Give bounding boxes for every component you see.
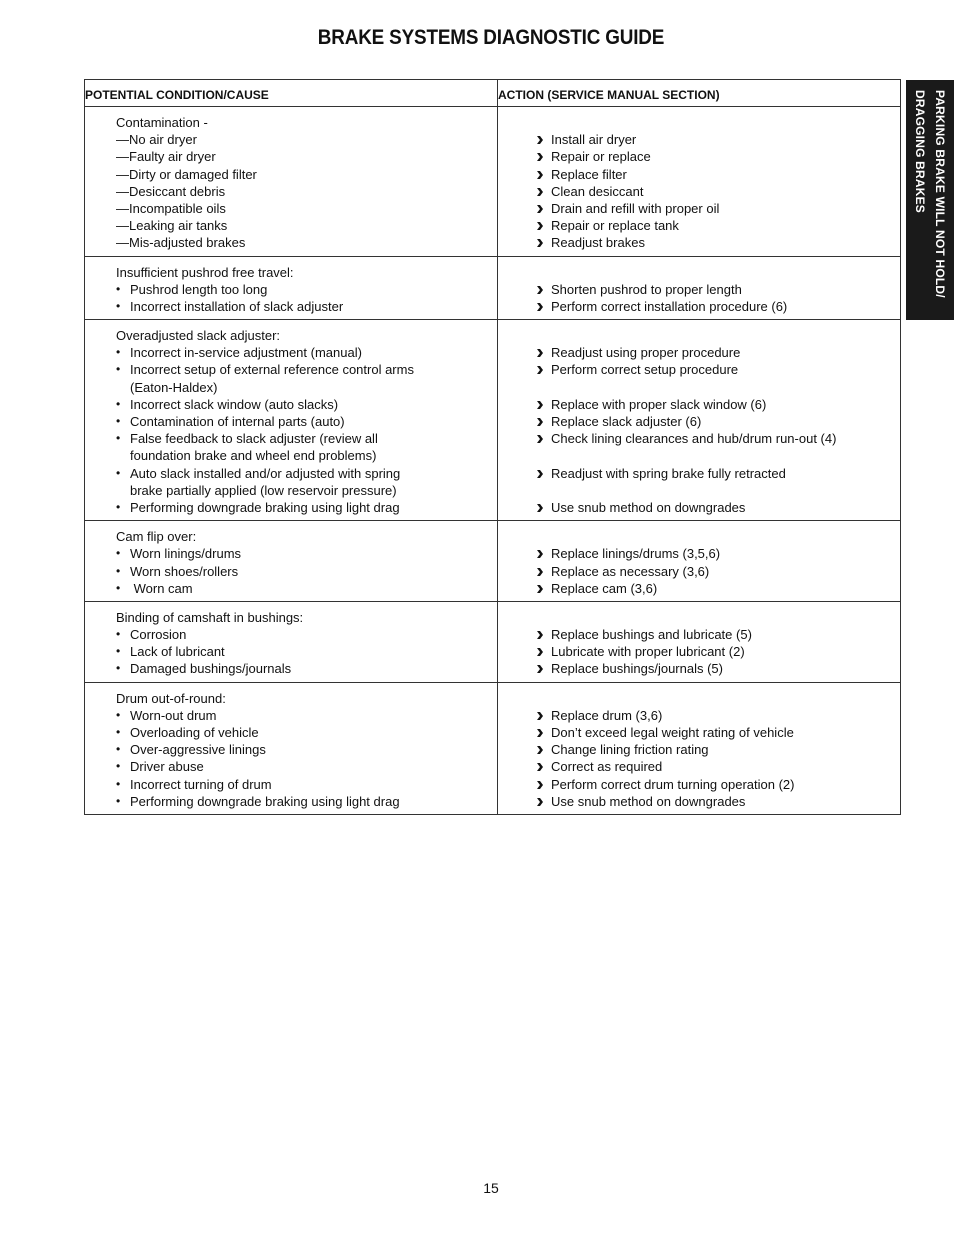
cause-item-text: Damaged bushings/journals [130,661,292,677]
action-item-text: Correct as required [551,759,663,775]
bullet-icon: • [116,707,121,722]
cause-item-text: Incorrect setup of external reference control arms [130,362,414,378]
action-item-text: Use snub method on downgrades [551,793,746,809]
action-item-text: Lubricate with proper lubricant (2) [551,644,745,660]
action-item [537,758,894,775]
arrow-bullet-icon [537,712,543,720]
arrow-bullet-icon [537,222,543,230]
action-item [537,660,894,677]
cause-item [116,793,491,810]
header-cause [85,80,498,107]
arrow-bullet-icon [537,239,543,247]
action-item [537,281,894,298]
arrow-bullet-icon [537,349,543,357]
bullet-icon: • [116,793,121,808]
cause-item-text: Over-aggressive linings [130,742,266,758]
cause-cell [85,107,498,257]
cause-cell [85,601,498,682]
action-item-text: Shorten pushrod to proper length [551,281,742,297]
bullet-icon: • [116,396,121,411]
action-item [537,217,894,234]
action-item [537,166,894,183]
cause-item-text: Contamination of internal parts (auto) [130,414,345,429]
table-row [85,601,901,682]
cause-cell [85,521,498,602]
action-item-text: Don’t exceed legal weight rating of vehicle [551,725,794,740]
cause-item [116,580,491,597]
arrow-bullet-icon [537,418,543,426]
action-item [537,707,894,724]
action-item [537,545,894,562]
action-item [537,776,894,793]
action-item [537,724,894,741]
condition-heading: Insufficient pushrod free travel: [116,264,294,280]
action-item [537,499,894,516]
bullet-icon: • [116,499,121,514]
action-cell [498,256,901,320]
bullet-icon: • [116,465,121,480]
cause-item [116,344,491,361]
cause-item-text: Worn-out drum [130,707,217,723]
section-side-tab [906,80,954,320]
spacer-line [537,609,894,626]
bullet-icon: • [116,281,121,296]
cause-item [116,707,491,724]
diagnostic-table [84,79,901,815]
cause-item: —Desiccant debris [116,183,226,199]
table-row [85,107,901,257]
action-item [537,361,894,378]
action-item-text: Replace bushings/journals (5) [551,661,723,677]
cause-item-text: Worn cam [130,580,193,596]
bullet-icon: • [116,627,121,642]
cause-item-text: Auto slack installed and/or adjusted with spring [130,465,401,481]
action-item [537,148,894,165]
arrow-bullet-icon [537,798,543,806]
spacer-line [537,528,894,545]
cause-item [116,361,491,378]
table-body [85,107,901,815]
action-item-text: Replace linings/drums (3,5,6) [551,546,721,562]
arrow-bullet-icon [537,401,543,409]
bullet-icon: • [116,563,121,578]
cause-item: —Faulty air dryer [116,149,216,165]
arrow-bullet-icon [537,550,543,558]
action-item-text: Readjust with spring brake fully retracted [551,465,786,481]
action-item [537,580,894,597]
section-side-tab-label: PARKING BRAKE WILL NOT HOLD/ DRAGGING BRAKES [913,90,947,298]
cause-item [116,563,491,580]
table-row [85,256,901,320]
spacer-line [537,690,894,707]
action-item [537,131,894,148]
table-row [85,682,901,814]
arrow-bullet-icon [537,188,543,196]
cause-item [116,724,491,741]
cause-item [116,465,491,482]
action-item-text: Perform correct installation procedure (6) [551,298,788,314]
cause-item-continuation: foundation brake and wheel end problems) [130,448,377,464]
cause-item-text: Incorrect slack window (auto slacks) [130,396,339,412]
spacer-line [537,114,894,131]
cause-item [116,758,491,775]
cause-item [116,626,491,643]
action-item [537,200,894,217]
cause-item-text: Corrosion [130,627,187,643]
cause-cell [85,682,498,814]
action-item-text: Change lining friction rating [551,742,709,758]
cause-item-text: Worn linings/drums [130,546,242,562]
bullet-icon: • [116,546,121,561]
action-item-text: Readjust brakes [551,235,645,251]
cause-item-text: Performing downgrade braking using light drag [130,793,400,809]
cause-item [116,776,491,793]
arrow-bullet-icon [537,205,543,213]
action-item-text: Check lining clearances and hub/drum run-out (4) [551,431,837,447]
cause-item-text: Overloading of vehicle [130,725,259,740]
header-action-label: ACTION (SERVICE MANUAL SECTION) [498,88,720,102]
arrow-bullet-icon [537,763,543,771]
cause-item [116,741,491,758]
action-item-text: Replace as necessary (3,6) [551,563,710,579]
action-item-text: Replace with proper slack window (6) [551,396,767,412]
action-item [537,234,894,251]
action-item [537,298,894,315]
action-item-text: Replace filter [551,166,627,182]
cause-item-text: Lack of lubricant [130,644,225,660]
arrow-bullet-icon [537,171,543,179]
action-item-text: Readjust using proper procedure [551,345,741,361]
arrow-bullet-icon [537,366,543,374]
page-title: BRAKE SYSTEMS DIAGNOSTIC GUIDE [317,26,665,49]
action-item [537,793,894,810]
condition-heading: Contamination - [116,115,208,130]
cause-item-text: False feedback to slack adjuster (review all [130,431,378,447]
spacer-line [537,379,894,396]
action-item [537,396,894,413]
arrow-bullet-icon [537,286,543,294]
arrow-bullet-icon [537,648,543,656]
arrow-bullet-icon [537,504,543,512]
cause-item [116,660,491,677]
bullet-icon: • [116,644,121,659]
action-cell [498,521,901,602]
action-item [537,465,894,482]
action-cell [498,320,901,521]
page-number: 15 [483,1180,499,1196]
bullet-icon: • [116,661,121,676]
cause-item [116,281,491,298]
cause-cell [85,256,498,320]
bullet-icon: • [116,298,121,313]
spacer-line [537,447,894,464]
arrow-bullet-icon [537,153,543,161]
action-cell [498,682,901,814]
arrow-bullet-icon [537,729,543,737]
action-item [537,430,894,447]
table-row [85,320,901,521]
header-cause-label: POTENTIAL CONDITION/CAUSE [85,88,269,102]
bullet-icon: • [116,345,121,360]
cause-item [116,545,491,562]
arrow-bullet-icon [537,303,543,311]
action-item-text: Install air dryer [551,132,637,148]
arrow-bullet-icon [537,568,543,576]
action-item [537,413,894,430]
cause-item: —Mis-adjusted brakes [116,235,246,251]
table-header-row [85,80,901,107]
arrow-bullet-icon [537,136,543,144]
cause-cell [85,320,498,521]
condition-heading: Binding of camshaft in bushings: [116,609,304,625]
bullet-icon: • [116,759,121,774]
bullet-icon: • [116,580,121,595]
cause-item-text: Incorrect turning of drum [130,776,272,792]
table-row [85,521,901,602]
action-item-text: Drain and refill with proper oil [551,200,720,216]
cause-item: —Incompatible oils [116,200,226,216]
arrow-bullet-icon [537,435,543,443]
cause-item-text: Pushrod length too long [130,281,268,297]
cause-item [116,643,491,660]
action-item-text: Replace slack adjuster (6) [551,414,702,429]
bullet-icon: • [116,742,121,757]
action-cell [498,601,901,682]
bullet-icon: • [116,725,121,739]
arrow-bullet-icon [537,746,543,754]
action-item-text: Repair or replace tank [551,218,679,234]
arrow-bullet-icon [537,585,543,593]
arrow-bullet-icon [537,781,543,789]
cause-item-text: Performing downgrade braking using light drag [130,499,400,515]
action-item [537,563,894,580]
action-item [537,741,894,758]
condition-heading: Overadjusted slack adjuster: [116,328,281,344]
action-item-text: Perform correct drum turning operation (2) [551,776,795,792]
condition-heading: Drum out-of-round: [116,690,226,706]
cause-item-text: Incorrect in-service adjustment (manual) [130,345,362,361]
bullet-icon: • [116,362,121,377]
header-action [498,80,901,107]
cause-item: —No air dryer [116,132,197,148]
spacer-line [537,327,894,344]
cause-item-text: Driver abuse [130,759,204,775]
cause-item-text: Worn shoes/rollers [130,563,239,579]
spacer-line [537,264,894,281]
arrow-bullet-icon [537,470,543,478]
arrow-bullet-icon [537,631,543,639]
action-item-text: Replace drum (3,6) [551,707,663,723]
action-item-text: Replace bushings and lubricate (5) [551,627,752,643]
bullet-icon: • [116,776,121,791]
action-item [537,626,894,643]
cause-item [116,499,491,516]
cause-item-continuation: brake partially applied (low reservoir pressure) [130,482,397,498]
cause-item [116,396,491,413]
action-cell [498,107,901,257]
arrow-bullet-icon [537,665,543,673]
action-item [537,643,894,660]
cause-item-continuation: (Eaton-Haldex) [130,379,218,395]
bullet-icon: • [116,431,121,446]
cause-item-text: Incorrect installation of slack adjuster [130,298,344,314]
cause-item [116,413,491,430]
action-item-text: Clean desiccant [551,183,644,199]
action-item [537,344,894,361]
cause-item [116,430,491,447]
action-item-text: Replace cam (3,6) [551,580,658,596]
action-item-text: Use snub method on downgrades [551,499,746,515]
action-item-text: Repair or replace [551,149,651,165]
spacer-line [537,482,894,499]
condition-heading: Cam flip over: [116,529,197,545]
action-item [537,183,894,200]
bullet-icon: • [116,414,121,428]
cause-item [116,298,491,315]
cause-item: —Dirty or damaged filter [116,166,257,182]
cause-item: —Leaking air tanks [116,218,228,234]
action-item-text: Perform correct setup procedure [551,362,739,378]
